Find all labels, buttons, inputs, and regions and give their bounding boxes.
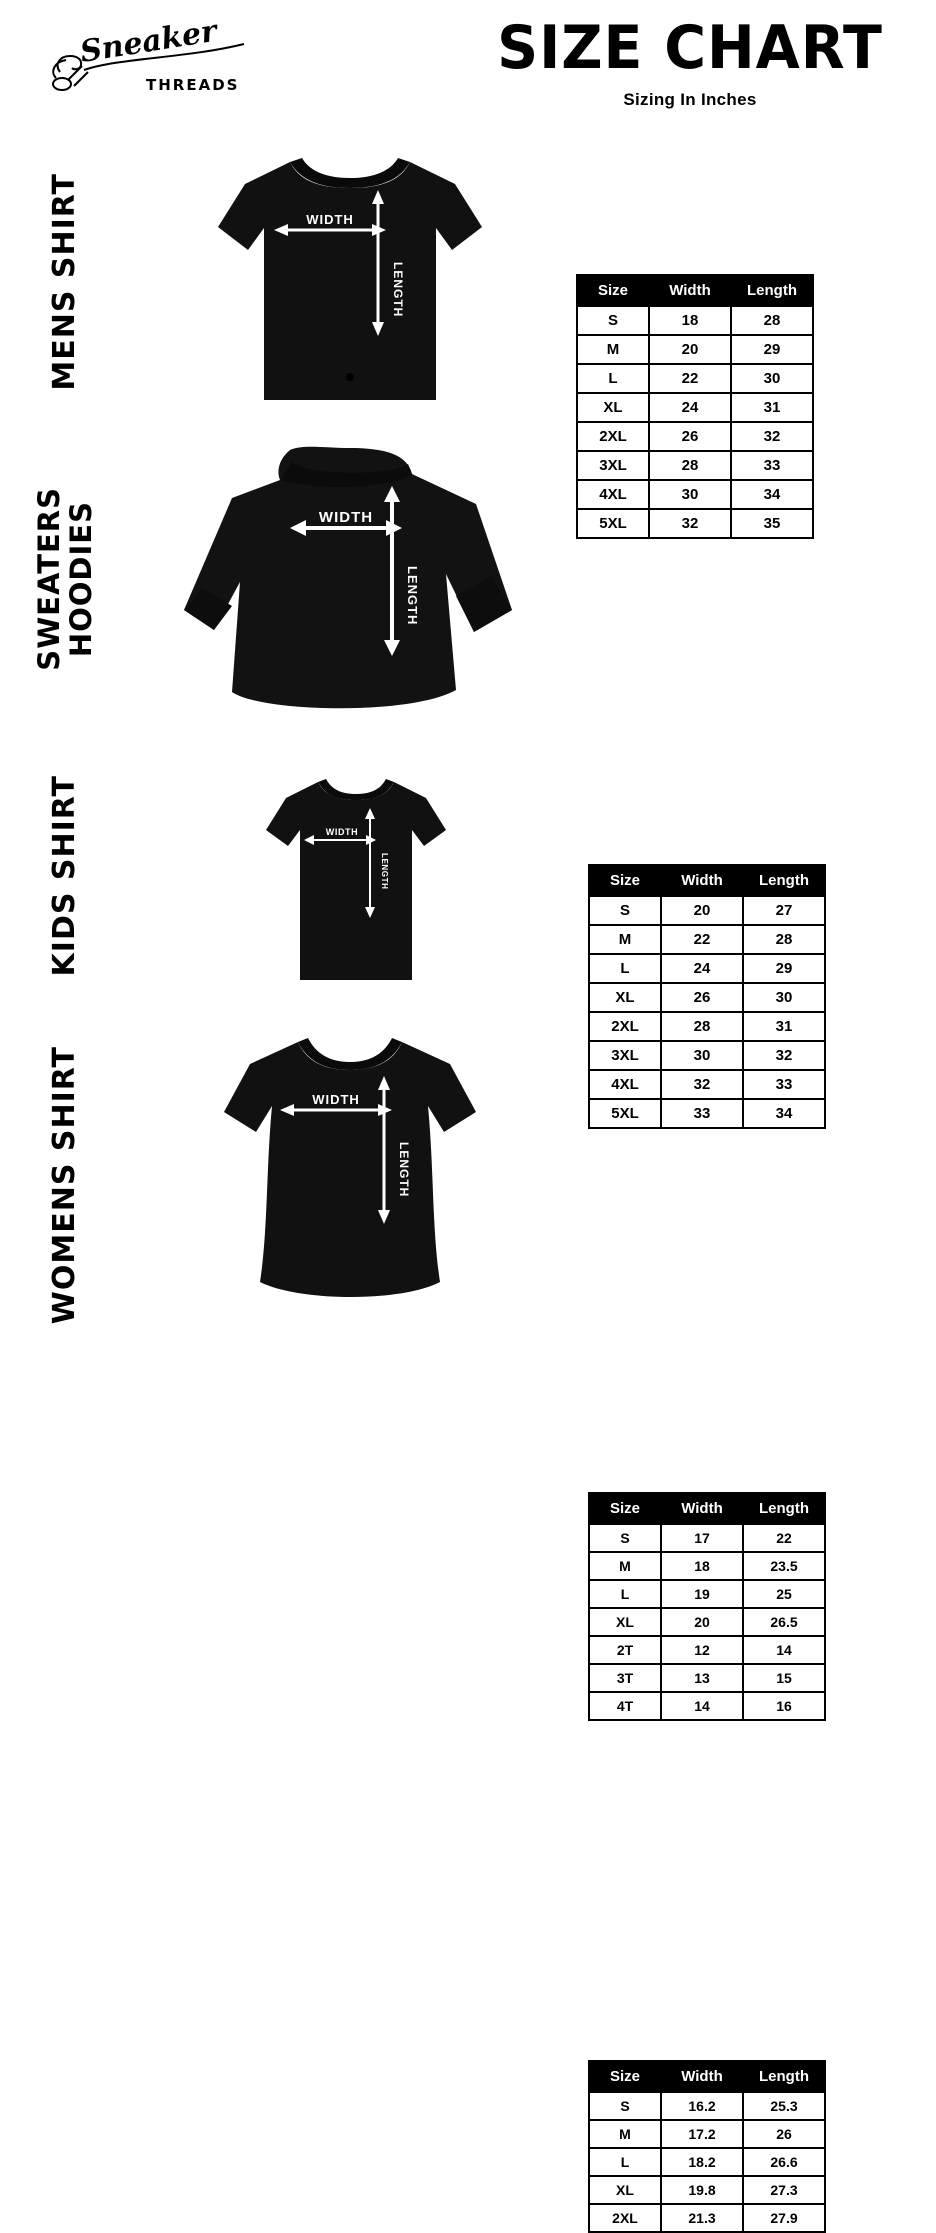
svg-text:WIDTH: WIDTH — [318, 509, 374, 526]
cell-length: 33 — [743, 1070, 825, 1099]
cell-width: 18.2 — [661, 2148, 743, 2176]
cell-size: L — [589, 954, 661, 983]
cell-length: 28 — [731, 306, 813, 335]
cell-size: M — [589, 1552, 661, 1580]
svg-text:WIDTH: WIDTH — [306, 212, 354, 227]
cell-width: 14 — [661, 1692, 743, 1720]
cell-width: 30 — [649, 480, 731, 509]
cell-length: 32 — [743, 1041, 825, 1070]
table-row — [589, 1524, 825, 1552]
cell-width: 19.8 — [661, 2176, 743, 2204]
table-row — [589, 1580, 825, 1608]
title-block — [470, 13, 910, 110]
cell-length: 30 — [731, 364, 813, 393]
brand-logo — [48, 13, 258, 106]
cell-size: M — [589, 2120, 661, 2148]
section-mens-shirt — [0, 132, 936, 532]
cell-size: 2XL — [589, 2204, 661, 2232]
cell-length: 25 — [743, 1580, 825, 1608]
category-label-text-2: HOODIES — [64, 500, 98, 658]
cell-length: 25.3 — [743, 2092, 825, 2120]
table-row — [589, 1636, 825, 1664]
cell-width: 28 — [649, 451, 731, 480]
cell-size: 4XL — [577, 480, 649, 509]
cell-size: S — [589, 896, 661, 925]
table-row — [589, 2204, 825, 2232]
garment-illustration-womens-shirt — [140, 1020, 560, 1350]
cell-width: 18 — [649, 306, 731, 335]
garment-illustration-mens-shirt — [140, 132, 560, 432]
cell-size: L — [589, 2148, 661, 2176]
cell-width: 28 — [661, 1012, 743, 1041]
column-header-size: Size — [589, 1493, 661, 1524]
cell-length: 28 — [743, 925, 825, 954]
cell-length: 34 — [731, 480, 813, 509]
cell-size: 2XL — [589, 1012, 661, 1041]
cell-length: 16 — [743, 1692, 825, 1720]
table-row — [589, 2148, 825, 2176]
table-row — [577, 364, 813, 393]
column-header-length: Length — [743, 865, 825, 896]
category-label-kids-shirt — [0, 740, 130, 1012]
cell-size: XL — [589, 1608, 661, 1636]
cell-width: 26 — [649, 422, 731, 451]
category-label-sweaters-hoodies — [0, 424, 130, 734]
category-label-text: SWEATERS — [31, 487, 66, 671]
table-header-row — [589, 1493, 825, 1524]
svg-text:LENGTH: LENGTH — [380, 853, 389, 890]
cell-width: 32 — [649, 509, 731, 538]
svg-text:Sneaker: Sneaker — [77, 13, 220, 70]
table-row — [577, 393, 813, 422]
cell-length: 26.6 — [743, 2148, 825, 2176]
svg-text:WIDTH: WIDTH — [325, 827, 359, 837]
table-row — [589, 2176, 825, 2204]
cell-length: 14 — [743, 1636, 825, 1664]
column-header-size: Size — [589, 865, 661, 896]
cell-size: S — [589, 1524, 661, 1552]
cell-width: 33 — [661, 1099, 743, 1128]
cell-size: 3XL — [589, 1041, 661, 1070]
svg-text:LENGTH: LENGTH — [391, 262, 405, 318]
cell-length: 30 — [743, 983, 825, 1012]
cell-width: 12 — [661, 1636, 743, 1664]
table-row — [577, 306, 813, 335]
column-header-length: Length — [731, 275, 813, 306]
cell-width: 30 — [661, 1041, 743, 1070]
cell-width: 24 — [661, 954, 743, 983]
column-header-size: Size — [589, 2061, 661, 2092]
svg-text:WIDTH: WIDTH — [312, 1092, 360, 1107]
category-label-text: KIDS SHIRT — [47, 775, 83, 977]
cell-width: 20 — [661, 1608, 743, 1636]
category-label-womens-shirt — [0, 1020, 130, 1350]
cell-length: 32 — [731, 422, 813, 451]
cell-width: 26 — [661, 983, 743, 1012]
column-header-length: Length — [743, 2061, 825, 2092]
cell-width: 20 — [649, 335, 731, 364]
cell-width: 20 — [661, 896, 743, 925]
svg-text:THREADS: THREADS — [146, 76, 240, 94]
cell-length: 34 — [743, 1099, 825, 1128]
table-row — [577, 335, 813, 364]
cell-size: 3T — [589, 1664, 661, 1692]
cell-width: 13 — [661, 1664, 743, 1692]
cell-width: 17 — [661, 1524, 743, 1552]
cell-size: 2XL — [577, 422, 649, 451]
page-title: SIZE CHART — [497, 13, 883, 83]
cell-length: 31 — [743, 1012, 825, 1041]
table-header-row — [589, 2061, 825, 2092]
cell-length: 27.9 — [743, 2204, 825, 2232]
cell-width: 18 — [661, 1552, 743, 1580]
cell-size: M — [589, 925, 661, 954]
cell-width: 22 — [649, 364, 731, 393]
cell-length: 26 — [743, 2120, 825, 2148]
cell-width: 17.2 — [661, 2120, 743, 2148]
page-header — [0, 0, 936, 132]
table-row — [589, 1664, 825, 1692]
cell-length: 22 — [743, 1524, 825, 1552]
cell-length: 26.5 — [743, 1608, 825, 1636]
cell-length: 33 — [731, 451, 813, 480]
cell-size: L — [589, 1580, 661, 1608]
cell-size: 4T — [589, 1692, 661, 1720]
cell-size: L — [577, 364, 649, 393]
cell-size: M — [577, 335, 649, 364]
table-row — [589, 1608, 825, 1636]
svg-text:LENGTH: LENGTH — [397, 1142, 411, 1198]
cell-size: 5XL — [577, 509, 649, 538]
cell-length: 29 — [743, 954, 825, 983]
table-row — [589, 2120, 825, 2148]
cell-width: 24 — [649, 393, 731, 422]
cell-length: 15 — [743, 1664, 825, 1692]
garment-illustration-kids-shirt — [140, 740, 560, 1012]
cell-size: 3XL — [577, 451, 649, 480]
cell-size: S — [589, 2092, 661, 2120]
column-header-width: Width — [649, 275, 731, 306]
column-header-width: Width — [661, 2061, 743, 2092]
garment-illustration-sweater — [140, 424, 560, 734]
svg-text:LENGTH: LENGTH — [405, 566, 420, 626]
category-label-text: WOMENS SHIRT — [47, 1045, 83, 1325]
cell-width: 22 — [661, 925, 743, 954]
cell-size: XL — [577, 393, 649, 422]
cell-width: 21.3 — [661, 2204, 743, 2232]
cell-width: 16.2 — [661, 2092, 743, 2120]
column-header-width: Width — [661, 865, 743, 896]
table-row — [589, 1552, 825, 1580]
table-row — [589, 2092, 825, 2120]
cell-width: 32 — [661, 1070, 743, 1099]
column-header-size: Size — [577, 275, 649, 306]
cell-size: XL — [589, 983, 661, 1012]
cell-size: XL — [589, 2176, 661, 2204]
category-label-text: MENS SHIRT — [47, 173, 83, 391]
cell-length: 31 — [731, 393, 813, 422]
cell-size: S — [577, 306, 649, 335]
size-table-kids-shirt — [588, 1492, 826, 1721]
cell-length: 27 — [743, 896, 825, 925]
cell-size: 2T — [589, 1636, 661, 1664]
cell-width: 19 — [661, 1580, 743, 1608]
cell-length: 23.5 — [743, 1552, 825, 1580]
cell-length: 29 — [731, 335, 813, 364]
cell-length: 27.3 — [743, 2176, 825, 2204]
cell-length: 35 — [731, 509, 813, 538]
cell-size: 4XL — [589, 1070, 661, 1099]
category-label-mens-shirt — [0, 132, 130, 432]
table-header-row — [577, 275, 813, 306]
size-table-womens-shirt — [588, 2060, 826, 2233]
table-row — [589, 1692, 825, 1720]
column-header-length: Length — [743, 1493, 825, 1524]
cell-size: 5XL — [589, 1099, 661, 1128]
page-subtitle: Sizing In Inches — [623, 90, 757, 109]
column-header-width: Width — [661, 1493, 743, 1524]
